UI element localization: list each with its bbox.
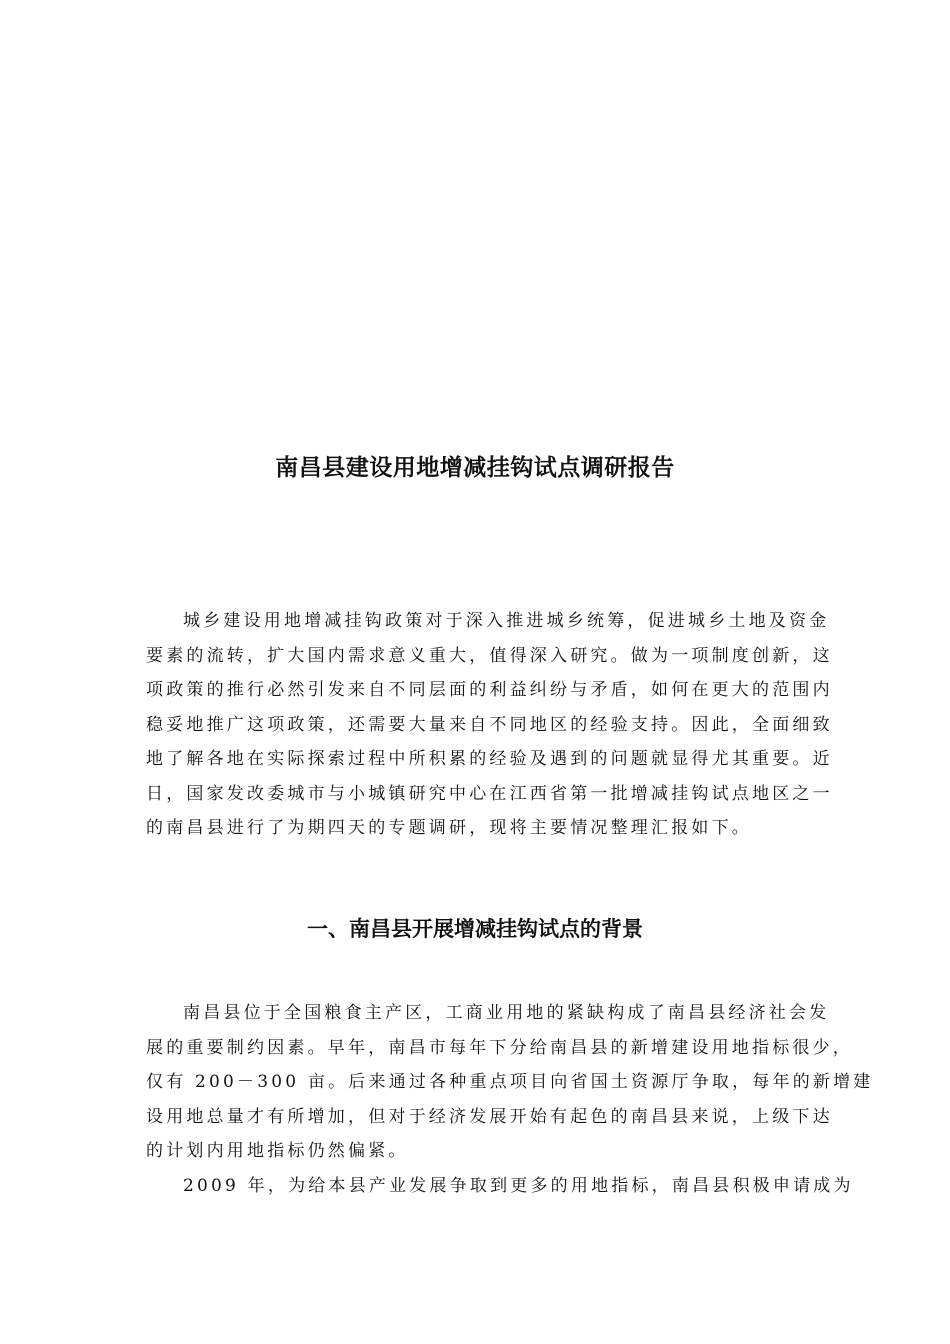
- text-line: 南昌县位于全国粮食主产区，工商业用地的紧缺构成了南昌县经济社会发: [183, 1003, 830, 1023]
- text-line: 要素的流转，扩大国内需求意义重大，值得深入研究。做为一项制度创新，这: [146, 645, 833, 666]
- text-line: 地了解各地在实际探索过程中所积累的经验及遇到的问题就显得尤其重要。近: [146, 749, 833, 769]
- text-line: 的南昌县进行了为期四天的专题调研，现将主要情况整理汇报如下。: [146, 818, 752, 838]
- text-line: 稳妥地推广这项政策，还需要大量来自不同地区的经验支持。因此，全面细致: [146, 714, 833, 735]
- text-line: 日，国家发改委城市与小城镇研究中心在江西省第一批增减挂钩试点地区之一: [146, 783, 833, 804]
- text-line: 设用地总量才有所增加，但对于经济发展开始有起色的南昌县来说，上级下达: [146, 1106, 833, 1127]
- text-line: 城乡建设用地增减挂钩政策对于深入推进城乡统筹，促进城乡土地及资金: [183, 611, 830, 631]
- document-title: 南昌县建设用地增减挂钩试点调研报告: [275, 455, 675, 481]
- intro-paragraph: [146, 604, 833, 846]
- text-line: 项政策的推行必然引发来自不同层面的利益纠纷与矛盾，如何在更大的范围内: [146, 680, 833, 700]
- section-paragraph: [146, 996, 874, 1169]
- text-line: 展的重要制约因素。早年，南昌市每年下分给南昌县的新增建设用地指标很少，: [146, 1037, 853, 1058]
- section-heading: 一、南昌县开展增减挂钩试点的背景: [307, 917, 643, 941]
- text-line: 仅有 200－300 亩。后来通过各种重点项目向省国土资源厅争取，每年的新增建: [146, 1072, 874, 1092]
- section-body: [146, 996, 874, 1203]
- text-line: 2009 年，为给本县产业发展争取到更多的用地指标，南昌县积极申请成为: [183, 1175, 854, 1196]
- section-paragraph: [146, 1169, 854, 1204]
- intro-text: [146, 604, 833, 846]
- text-line: 的计划内用地指标仍然偏紧。: [146, 1141, 409, 1161]
